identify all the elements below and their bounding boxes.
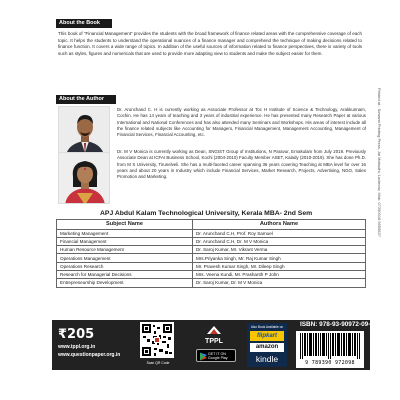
author-photo-arunchand xyxy=(58,106,110,158)
header-subject-name: Subject Name xyxy=(57,220,193,230)
publisher-name: TPPL xyxy=(205,338,223,345)
about-book-heading: About the Book xyxy=(56,19,112,28)
subject-cell: Research for Managerial Decisions xyxy=(57,270,193,278)
table-row xyxy=(57,279,366,287)
authors-cell: Dr. Saroj Kumar, Dr. M V Monica xyxy=(192,279,365,287)
table-row xyxy=(57,254,366,262)
isbn-digits: 9 789390 972098 xyxy=(305,360,355,366)
author-photo-monica xyxy=(58,152,110,204)
ebook-available-label: Also Book Available on xyxy=(250,325,284,329)
table-row xyxy=(57,270,366,278)
website-link-tppl[interactable]: www.tppl.org.in xyxy=(58,344,96,350)
subject-cell: Marketing Management xyxy=(57,229,193,237)
flipkart-logo[interactable]: flipkart xyxy=(250,331,284,341)
subject-cell: Operations Management xyxy=(57,254,193,262)
play-badge-label: GET IT ON Google Play xyxy=(208,352,228,361)
authors-cell: Dr. Arunchand C.H, Dr. M V Monica xyxy=(192,237,365,245)
google-play-badge[interactable] xyxy=(196,349,236,362)
about-author-heading: About the Author xyxy=(56,95,116,104)
tppl-logo xyxy=(196,325,232,347)
price-label: ₹205 xyxy=(58,327,95,342)
authors-cell: Mrs.Priyanka Singh, Mr. Raj Kumar Singh xyxy=(192,254,365,262)
subject-cell: Operations Research xyxy=(57,262,193,270)
subject-cell: Human Resource Management xyxy=(57,246,193,254)
kindle-logo[interactable]: kindle xyxy=(255,354,279,364)
author-bio-arunchand: Dr. Arunchand C. H is currently working as Associate Professor at Toc H Institute of Science & Technology, Arakkunnam, Cochin. He has 14 years of teaching and 3 years of industrial experience. He has presented many Research Paper at various International and National Conferences and has also attended many Seminars and Workshops. His areas of interest include all the finance related subjects like Accounting for Managers, Financial Management, Management Accounting, Management of Financial Services, Financial Accounting, etc. xyxy=(117,107,366,138)
table-row xyxy=(57,246,366,254)
table-header-row xyxy=(57,220,366,230)
subject-cell: Entrepreneurship Development xyxy=(57,279,193,287)
website-link-questionpaper[interactable]: www.questionpaper.org.in xyxy=(58,352,121,358)
amazon-logo[interactable]: amazon xyxy=(250,343,284,352)
ebook-stores-box xyxy=(247,323,287,367)
authors-cell: Mrs. Veena Kundi, Mr. Prashanth P John xyxy=(192,270,365,278)
isbn-barcode xyxy=(296,331,364,368)
qr-caption: Scan QR Code xyxy=(146,361,170,365)
about-book-text: This book of “Financial Management” provides the students with the broad framework of finance related areas with the comprehensive coverage of each topic. It helps the students to understand the operational nuances of a finance manager and comprehend the technique of making decisions related to finance function. It covers a wide range of topics. In addition of the useful sources of information related to finance perspectives, there is variety of tools such as styles, figures and numericals that are used to provide more adapting view to students and make the subject easier for them. xyxy=(58,31,362,56)
table-row xyxy=(57,237,366,245)
isbn-label: ISBN: 978-93-90972-09-8 xyxy=(300,321,374,328)
authors-cell: Dr. Saroj Kumar, Mr. Vikrant Verma xyxy=(192,246,365,254)
table-row xyxy=(57,262,366,270)
subject-cell: Financial Management xyxy=(57,237,193,245)
header-authors-name: Authors Name xyxy=(192,220,365,230)
authors-cell: Dr. Arunchand C.H, Prof. Roy Samuel xyxy=(192,229,365,237)
table-row xyxy=(57,229,366,237)
printer-imprint: Printed at : Sowami Printing Press, Jai Mahudhi, Lucknow, Mob: 07290018 9555637 xyxy=(377,88,382,237)
table-title: APJ Abdul Kalam Technological University, Kerala MBA- 2nd Sem xyxy=(100,210,313,217)
author-bio-monica: Dr. M V Monica is currently working as Dean, SNGIST Group of Institutions, N Paravur, Ernakulam from July 2019. Previously Associate Dean at ICFAI Business School, Kochi (2004-2010) Faculty Member ASET, Kalady (2010-2019). She has done Ph.D. from M S University, Tirunelveli. She has a multi-faceted career spanning 36 years covering Teaching at MBA level for over 16 years and about 20 years in Industry which include Financial Services, Market Research, Projects, Advertising, NGO, Sales Promotion and Marketing. xyxy=(117,149,366,180)
qr-code[interactable] xyxy=(140,322,174,358)
authors-cell: Mr. Pravesh Kumar Singh, Mr. Dileep Singh xyxy=(192,262,365,270)
subjects-table xyxy=(56,219,366,288)
